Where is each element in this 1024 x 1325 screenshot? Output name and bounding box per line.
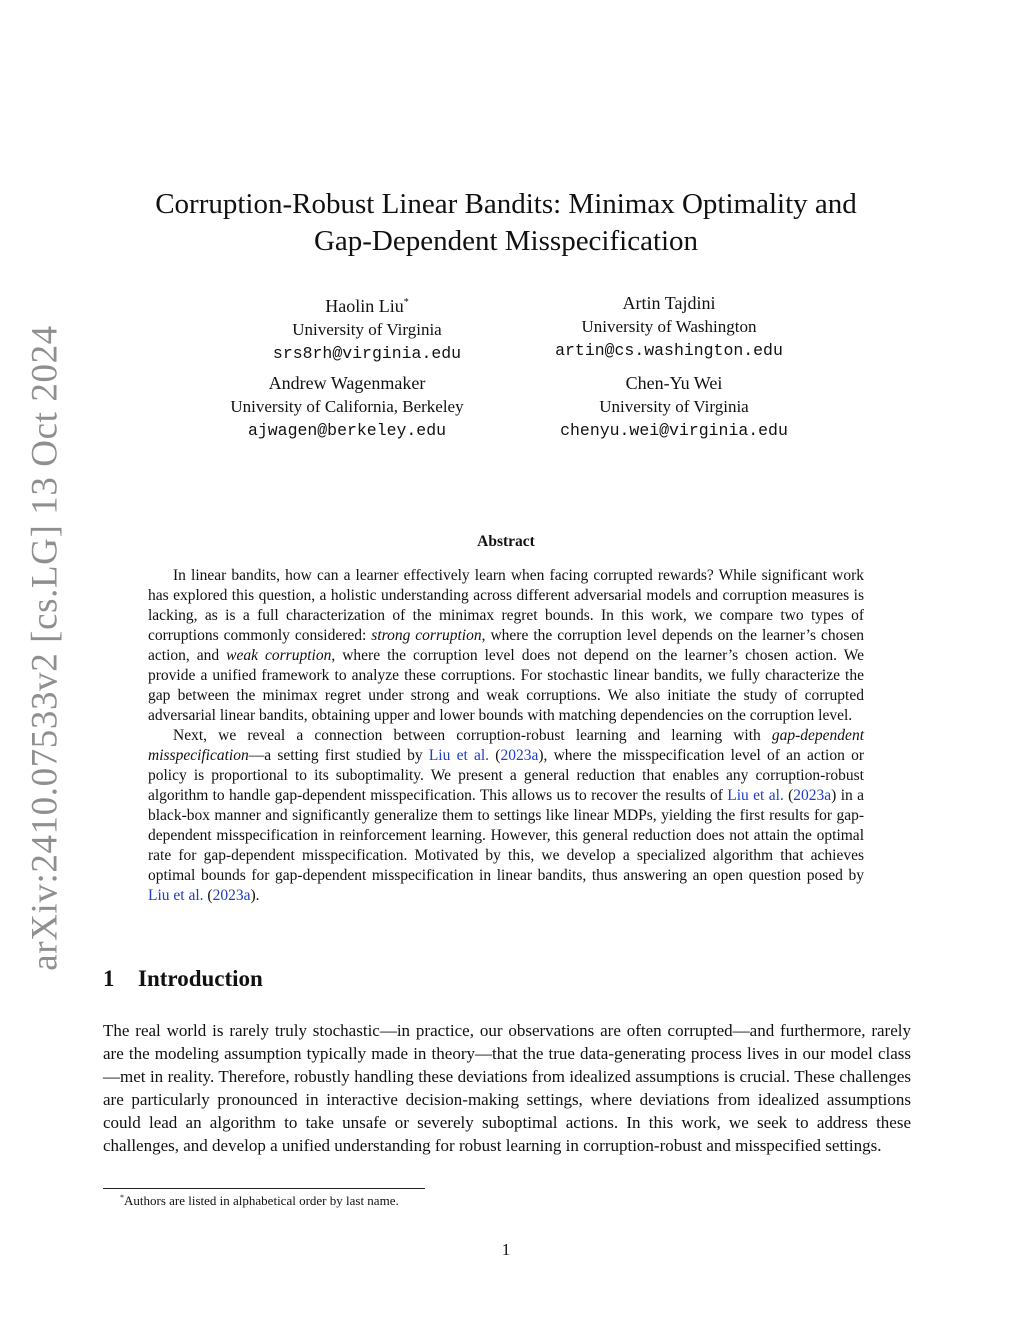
citation-link[interactable]: Liu et al. <box>727 787 784 804</box>
citation-year-link[interactable]: 2023a <box>212 887 251 904</box>
footnote-marker: * <box>120 1193 124 1202</box>
author-affiliation: University of Washington <box>581 317 757 336</box>
author-affiliation: University of Virginia <box>292 320 442 339</box>
author-block-1 <box>197 291 537 366</box>
title-line-1: Corruption-Robust Linear Bandits: Minimax Optimality and <box>155 188 857 220</box>
author-email[interactable]: srs8rh@virginia.edu <box>272 344 462 363</box>
intro-paragraph: The real world is rarely truly stochastic—in practice, our observations are often corrupted—and furthermore, rarely are the modeling assumption typically made in theory—that the true data-generating process lives in our model class—met in reality. Therefore, robustly handling these deviations from idealized assumptions is crucial. These challenges are particularly pronounced in interactive decision-making settings, where deviations from idealized assumptions could lead an algorithm to take unsafe or severely suboptimal actions. In this work, we seek to address these challenges, and develop a unified understanding for robust learning in corruption-robust and misspecified settings. <box>103 1021 911 1155</box>
section-number: 1 <box>103 966 115 991</box>
author-block-3 <box>177 371 517 443</box>
citation-year-link[interactable]: 2023a <box>793 787 832 804</box>
author-name: Haolin Liu <box>325 296 404 316</box>
paper-title <box>100 186 912 260</box>
author-name: Chen-Yu Wei <box>625 373 723 393</box>
section-title: Introduction <box>138 966 263 991</box>
author-block-2 <box>499 291 839 363</box>
page-number: 1 <box>501 1240 511 1259</box>
footnote-divider <box>103 1188 425 1189</box>
citation-link[interactable]: Liu et al. <box>148 887 204 904</box>
abstract-paragraph-2: Next, we reveal a connection between corruption-robust learning and learning with gap-dependent misspecification—a setting first studied by Liu et al. (2023a), where the misspecification level of an action or policy is proportional to its suboptimality. We present a general reduction that enables any corruption-robust algorithm to handle gap-dependent misspecification. This allows us to recover the results of Liu et al. (2023a) in a black-box manner and significantly generalize them to settings like linear MDPs, yielding the first results for gap-dependent misspecification in reinforcement learning. However, this general reduction does not attain the optimal rate for gap-dependent misspecification. Motivated by this, we develop a specialized algorithm that achieves optimal bounds for gap-dependent misspecification in linear bandits, thus answering an open question posed by Liu et al. (2023a). <box>148 727 864 904</box>
author-name: Andrew Wagenmaker <box>268 373 426 393</box>
title-line-2: Gap-Dependent Misspecification <box>313 225 699 257</box>
author-footnote-marker[interactable]: * <box>403 297 409 308</box>
section-heading-introduction <box>103 966 263 992</box>
abstract-heading: Abstract <box>477 533 535 550</box>
abstract-body <box>148 566 864 906</box>
author-email[interactable]: artin@cs.washington.edu <box>555 341 783 360</box>
author-name: Artin Tajdini <box>622 293 716 313</box>
author-email[interactable]: ajwagen@berkeley.edu <box>247 421 447 440</box>
author-affiliation: University of California, Berkeley <box>230 397 464 416</box>
abstract-paragraph-1: In linear bandits, how can a learner effectively learn when facing corrupted rewards? While significant work has explored this question, a holistic understanding across different adversarial models and corruption measures is lacking, as is a full characterization of the minimax regret bounds. In this work, we compare two types of corruptions commonly considered: strong corruption, where the corruption level depends on the learner’s chosen action, and weak corruption, where the corruption level does not depend on the learner’s chosen action. We provide a unified framework to analyze these corruptions. For stochastic linear bandits, we fully characterize the gap between the minimax regret under strong and weak corruptions. We also initiate the study of corrupted adversarial linear bandits, obtaining upper and lower bounds with matching dependencies on the corruption level. <box>148 567 864 724</box>
arxiv-stamp-text: arXiv:2410.07533v2 [cs.LG] 13 Oct 2024 <box>24 325 66 971</box>
author-block-4 <box>504 371 844 443</box>
footnote <box>120 1193 399 1209</box>
author-affiliation: University of Virginia <box>599 397 749 416</box>
term-gap-dependent-misspecification: gap-dependent misspecification <box>148 727 864 764</box>
footnote-text: Authors are listed in alphabetical order by last name. <box>124 1193 399 1208</box>
term-strong-corruption: strong corruption <box>371 627 482 644</box>
term-weak-corruption: weak corruption <box>226 647 332 664</box>
citation-year-link[interactable]: 2023a <box>500 747 539 764</box>
author-email[interactable]: chenyu.wei@virginia.edu <box>560 421 788 440</box>
citation-link[interactable]: Liu et al. <box>428 747 490 764</box>
